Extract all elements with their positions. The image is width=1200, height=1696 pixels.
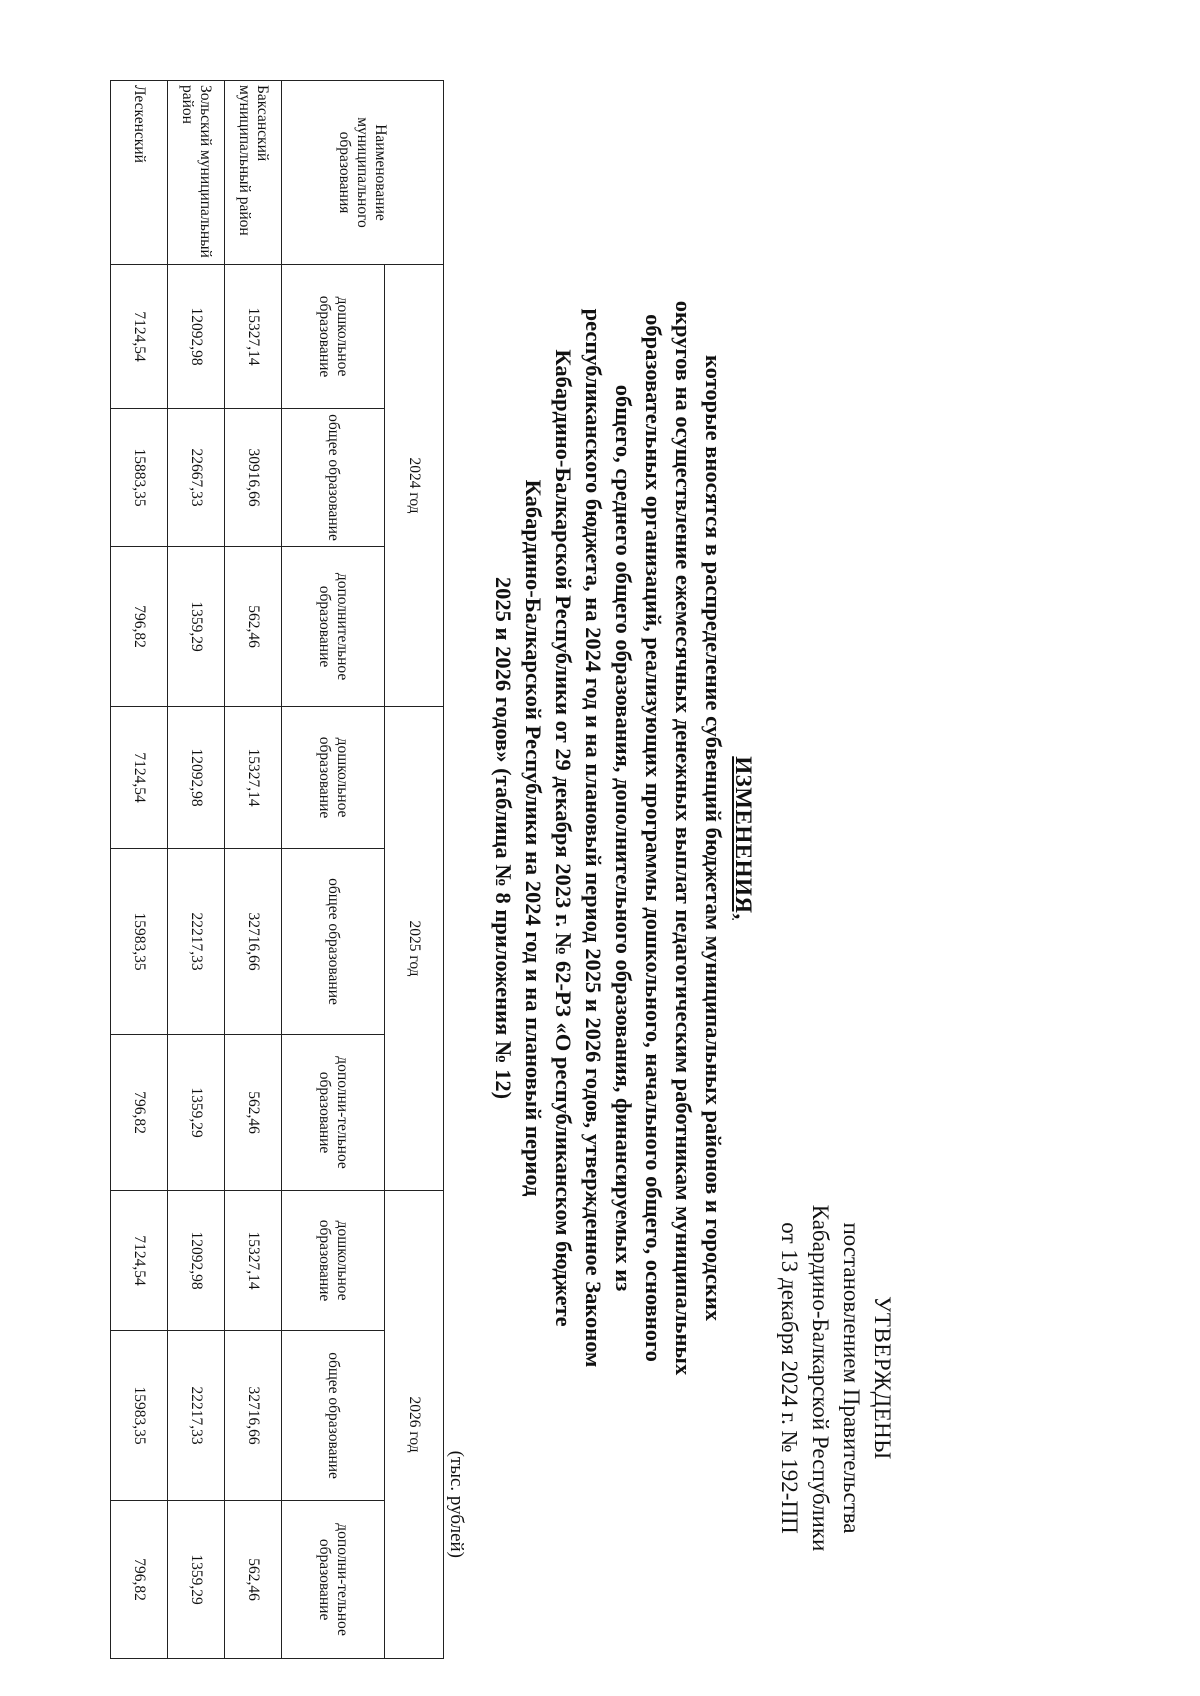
table-cell: 32716,66 bbox=[225, 849, 282, 1035]
document-heading bbox=[488, 198, 758, 1478]
heading-line: которые вносятся в распределение субвенций бюджетам муниципальных районов и городских bbox=[701, 354, 726, 1322]
column-header-year: 2025 год bbox=[385, 707, 444, 1191]
table-row bbox=[168, 81, 225, 1659]
table-cell: 1359,29 bbox=[168, 1035, 225, 1191]
table-cell: 22217,33 bbox=[168, 849, 225, 1035]
column-header-year: 2024 год bbox=[385, 265, 444, 707]
document-title: ИЗМЕНЕНИЯ, bbox=[731, 756, 756, 920]
table-cell: 796,82 bbox=[111, 1035, 168, 1191]
header-row-types bbox=[282, 81, 385, 1659]
heading-line: республиканского бюджета, на 2024 год и на плановый период 2025 и 2026 годов, утвержденное Законом bbox=[581, 308, 606, 1368]
column-header-type: дошкольное образование bbox=[282, 1191, 385, 1331]
table-cell: 22667,33 bbox=[168, 409, 225, 547]
table-cell: 22217,33 bbox=[168, 1331, 225, 1501]
approval-title: УТВЕРЖДЕНЫ bbox=[870, 1296, 895, 1460]
column-header-year: 2026 год bbox=[385, 1191, 444, 1659]
table-cell: 15983,35 bbox=[111, 849, 168, 1035]
table-cell: 30916,66 bbox=[225, 409, 282, 547]
heading-line: 2025 и 2026 годов» (таблица № 8 приложения № 12) bbox=[491, 576, 516, 1100]
table-cell: 7124,54 bbox=[111, 707, 168, 849]
table-cell: 562,46 bbox=[225, 1035, 282, 1191]
table-cell: 12092,98 bbox=[168, 265, 225, 409]
subventions-table bbox=[110, 80, 444, 1659]
table-cell: 15327,14 bbox=[225, 265, 282, 409]
table-cell: 12092,98 bbox=[168, 1191, 225, 1331]
header-row-years bbox=[385, 81, 444, 1659]
heading-line: образовательных организаций, реализующих программы дошкольного, начального общего, основного bbox=[641, 314, 666, 1362]
table-cell: 1359,29 bbox=[168, 547, 225, 707]
table-cell: 12092,98 bbox=[168, 707, 225, 849]
column-header-type: дополни-тельное образование bbox=[282, 1501, 385, 1659]
table-cell: 562,46 bbox=[225, 547, 282, 707]
column-header-type: дошкольное образование bbox=[282, 707, 385, 849]
table-row bbox=[225, 81, 282, 1659]
table-cell: 15327,14 bbox=[225, 707, 282, 849]
table-cell: 15983,35 bbox=[111, 1331, 168, 1501]
heading-line: Кабардино-Балкарской Республики на 2024 год и на плановый период bbox=[521, 479, 546, 1197]
table-cell: 7124,54 bbox=[111, 1191, 168, 1331]
heading-line: Кабардино-Балкарской Республики от 29 декабря 2023 г. № 62-РЗ «О республиканском бюджете bbox=[551, 349, 576, 1327]
column-header-type: дополнительное образование bbox=[282, 547, 385, 707]
table-cell: 796,82 bbox=[111, 1501, 168, 1659]
approval-block bbox=[774, 1148, 898, 1608]
column-header-type: общее образование bbox=[282, 409, 385, 547]
heading-line: общего, среднего общего образования, дополнительного образования, финансируемых из bbox=[611, 384, 636, 1292]
unit-note: (тыс. рублей) bbox=[446, 1450, 467, 1558]
municipality-name: Зольский муниципальный район bbox=[168, 81, 225, 265]
table-cell: 15327,14 bbox=[225, 1191, 282, 1331]
table-cell: 1359,29 bbox=[168, 1501, 225, 1659]
table-row bbox=[111, 81, 168, 1659]
table-cell: 15883,35 bbox=[111, 409, 168, 547]
column-header-type: общее образование bbox=[282, 1331, 385, 1501]
heading-line: округов на осуществление ежемесячных денежных выплат педагогическим работникам муниципальных bbox=[671, 300, 696, 1376]
rotated-page bbox=[50, 48, 1150, 1648]
table-cell: 32716,66 bbox=[225, 1331, 282, 1501]
approval-line: постановлением Правительства bbox=[839, 1222, 864, 1534]
table-cell: 796,82 bbox=[111, 547, 168, 707]
municipality-name: Лескенский bbox=[111, 81, 168, 265]
column-header-name: Наименование муниципального образования bbox=[282, 81, 444, 265]
column-header-type: дошкольное образование bbox=[282, 265, 385, 409]
approval-line: от 13 декабря 2024 г. № 192-ПП bbox=[777, 1222, 802, 1534]
column-header-type: общее образование bbox=[282, 849, 385, 1035]
table-cell: 562,46 bbox=[225, 1501, 282, 1659]
column-header-type: дополни-тельное образование bbox=[282, 1035, 385, 1191]
table-cell: 7124,54 bbox=[111, 265, 168, 409]
municipality-name: Баксанский муниципальный район bbox=[225, 81, 282, 265]
approval-line: Кабардино-Балкарской Республики bbox=[808, 1204, 833, 1552]
